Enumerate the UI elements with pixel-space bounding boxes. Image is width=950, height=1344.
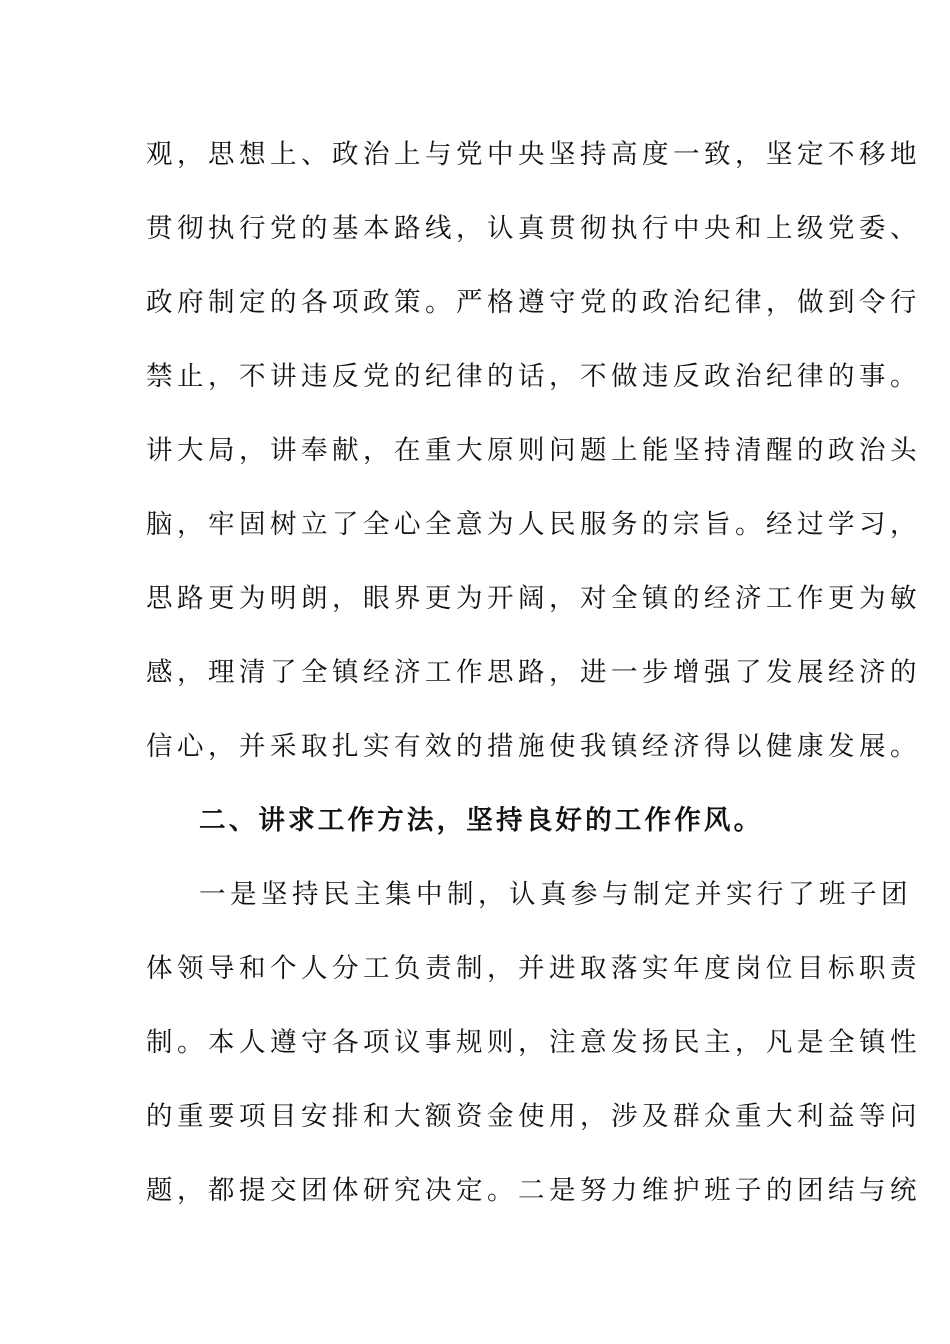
document-body [146,122,921,1232]
body-line: 观，思想上、政治上与党中央坚持高度一致，坚定不移地 [146,139,921,170]
section-heading: 二、讲求工作方法，坚持良好的工作作风。 [199,805,764,836]
paragraph-first-line: 一是坚持民主集中制，认真参与制定并实行了班子团 [199,879,912,910]
body-line: 贯彻执行党的基本路线，认真贯彻执行中央和上级党委、 [146,213,921,244]
body-line: 制。本人遵守各项议事规则，注意发扬民主，凡是全镇性 [146,1027,921,1058]
body-line: 感，理清了全镇经济工作思路，进一步增强了发展经济的 [146,657,921,688]
body-line: 思路更为明朗，眼界更为开阔，对全镇的经济工作更为敏 [146,583,921,614]
body-line: 信心，并采取扎实有效的措施使我镇经济得以健康发展。 [146,731,921,762]
body-line: 脑，牢固树立了全心全意为人民服务的宗旨。经过学习， [146,509,921,540]
body-line: 的重要项目安排和大额资金使用，涉及群众重大利益等问 [146,1101,921,1132]
body-line: 禁止，不讲违反党的纪律的话，不做违反政治纪律的事。 [146,361,921,392]
body-line: 政府制定的各项政策。严格遵守党的政治纪律，做到令行 [146,287,921,318]
body-line: 体领导和个人分工负责制，并进取落实年度岗位目标职责 [146,953,921,984]
body-line: 题，都提交团体研究决定。二是努力维护班子的团结与统 [146,1175,921,1206]
body-line: 讲大局，讲奉献，在重大原则问题上能坚持清醒的政治头 [146,435,921,466]
